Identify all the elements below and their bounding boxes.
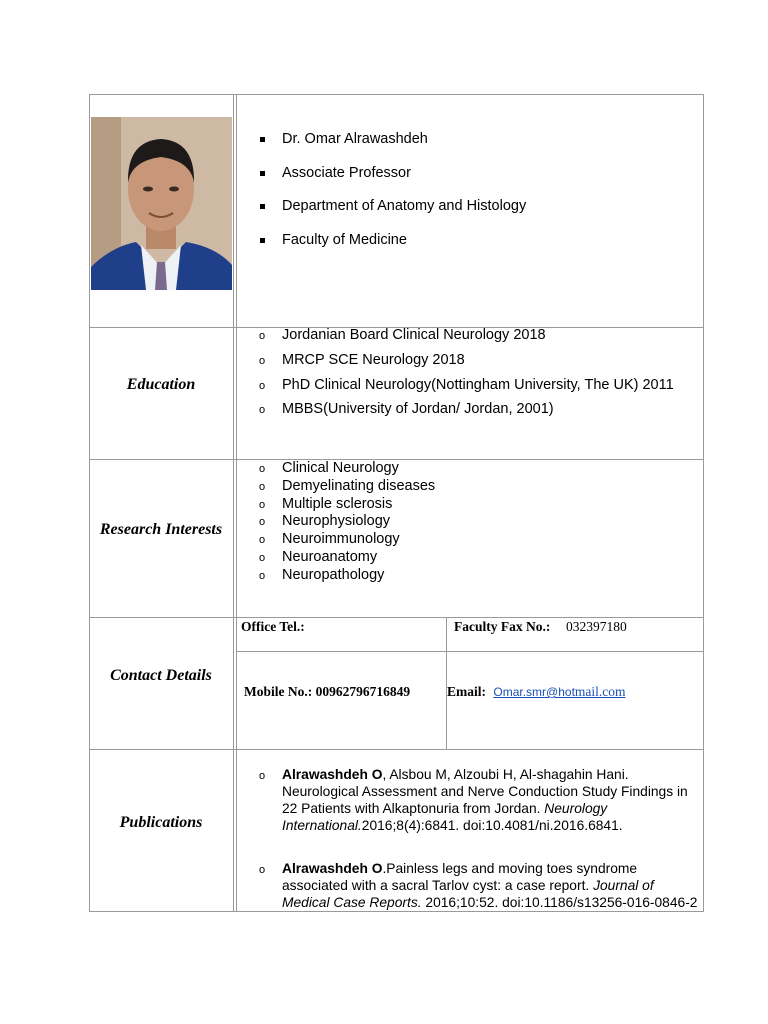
research-item: o Demyelinating diseases bbox=[259, 477, 436, 494]
publication-journal: Neurology International. bbox=[282, 801, 608, 833]
email-link[interactable] bbox=[493, 684, 625, 699]
education-item: o PhD Clinical Neurology(Nottingham University, The UK) 2011 bbox=[259, 376, 674, 393]
column-divider-2 bbox=[236, 94, 237, 912]
research-label: Research Interests bbox=[99, 521, 223, 538]
contact-column-divider bbox=[446, 617, 447, 749]
row-divider bbox=[89, 617, 704, 618]
circle-bullet-icon: o bbox=[259, 379, 266, 392]
education-list bbox=[256, 327, 674, 426]
publication-citation: 2016;10:52. doi:10.1186/s13256-016-0846-2 bbox=[421, 895, 698, 910]
email-link-part1: Omar.smr@hot bbox=[493, 685, 575, 699]
table-border-top bbox=[89, 94, 704, 95]
publication-item bbox=[256, 766, 696, 834]
research-item: o Multiple sclerosis bbox=[259, 495, 393, 512]
education-item: o MBBS(University of Jordan/ Jordan, 2001) bbox=[259, 401, 554, 418]
research-item: o Neuropathology bbox=[259, 566, 385, 583]
education-item: o Jordanian Board Clinical Neurology 2018 bbox=[259, 327, 546, 343]
publication-item bbox=[256, 860, 702, 911]
research-item: o Neuroanatomy bbox=[259, 548, 378, 565]
circle-bullet-icon: o bbox=[259, 480, 266, 493]
row-divider bbox=[89, 749, 704, 750]
education-label: Education bbox=[126, 376, 196, 393]
mobile-number: Mobile No.: 00962796716849 bbox=[244, 684, 411, 699]
publications-label: Publications bbox=[119, 814, 203, 831]
publication-author: Alrawashdeh O bbox=[282, 861, 383, 876]
publication-citation: 2016;8(4):6841. doi:10.4081/ni.2016.6841. bbox=[361, 818, 623, 833]
bullet-square-icon bbox=[260, 137, 265, 142]
contact-inner-divider bbox=[236, 651, 704, 652]
publication-text: .Painless legs and moving toes syndrome associated with a sacral Tarlov cyst: a case report. bbox=[282, 861, 638, 893]
circle-bullet-icon: o bbox=[259, 463, 266, 475]
circle-bullet-icon: o bbox=[259, 534, 266, 547]
publication-text: , Alsbou M, Alzoubi H, Al-shagahin Hani. Neurological Assessment and Nerve Conduction Study Findings in 22 Patients with Alkaptonuria from Jordan. bbox=[282, 767, 688, 816]
bullet-square-icon bbox=[260, 238, 265, 243]
table-border-bottom bbox=[89, 911, 704, 912]
table-border-right bbox=[703, 94, 704, 912]
publication-author: Alrawashdeh O bbox=[282, 767, 383, 782]
email-label: Email: bbox=[447, 684, 486, 699]
research-list bbox=[256, 460, 435, 585]
circle-bullet-icon: o bbox=[259, 770, 266, 782]
bullet-square-icon bbox=[260, 204, 265, 209]
circle-bullet-icon: o bbox=[259, 864, 266, 876]
fax-value: 032397180 bbox=[566, 619, 627, 634]
office-tel-label: Office Tel.: bbox=[241, 619, 305, 634]
header-item: Associate Professor bbox=[256, 165, 526, 199]
publication-journal: Journal of Medical Case Reports. bbox=[282, 878, 654, 910]
research-item: o Neuroimmunology bbox=[259, 531, 400, 548]
header-item: Faculty of Medicine bbox=[256, 232, 526, 266]
research-item: o Clinical Neurology bbox=[259, 460, 399, 476]
circle-bullet-icon: o bbox=[259, 516, 266, 529]
email-row bbox=[447, 684, 626, 700]
circle-bullet-icon: o bbox=[259, 330, 266, 342]
bullet-square-icon bbox=[260, 171, 265, 176]
education-item: o MRCP SCE Neurology 2018 bbox=[259, 351, 465, 368]
header-item: Department of Anatomy and Histology bbox=[256, 198, 526, 232]
header-item: Dr. Omar Alrawashdeh bbox=[256, 131, 526, 165]
table-border-left bbox=[89, 94, 90, 912]
circle-bullet-icon: o bbox=[259, 569, 266, 582]
profile-photo bbox=[91, 117, 232, 290]
column-divider bbox=[233, 94, 234, 912]
circle-bullet-icon: o bbox=[259, 551, 266, 564]
fax-label: Faculty Fax No.: bbox=[454, 619, 551, 634]
research-item: o Neurophysiology bbox=[259, 513, 391, 530]
email-link-part2: mail.com bbox=[574, 684, 626, 699]
circle-bullet-icon: o bbox=[259, 404, 266, 417]
circle-bullet-icon: o bbox=[259, 354, 266, 367]
circle-bullet-icon: o bbox=[259, 498, 266, 511]
contact-label: Contact Details bbox=[110, 667, 212, 684]
header-info-list bbox=[256, 131, 526, 265]
